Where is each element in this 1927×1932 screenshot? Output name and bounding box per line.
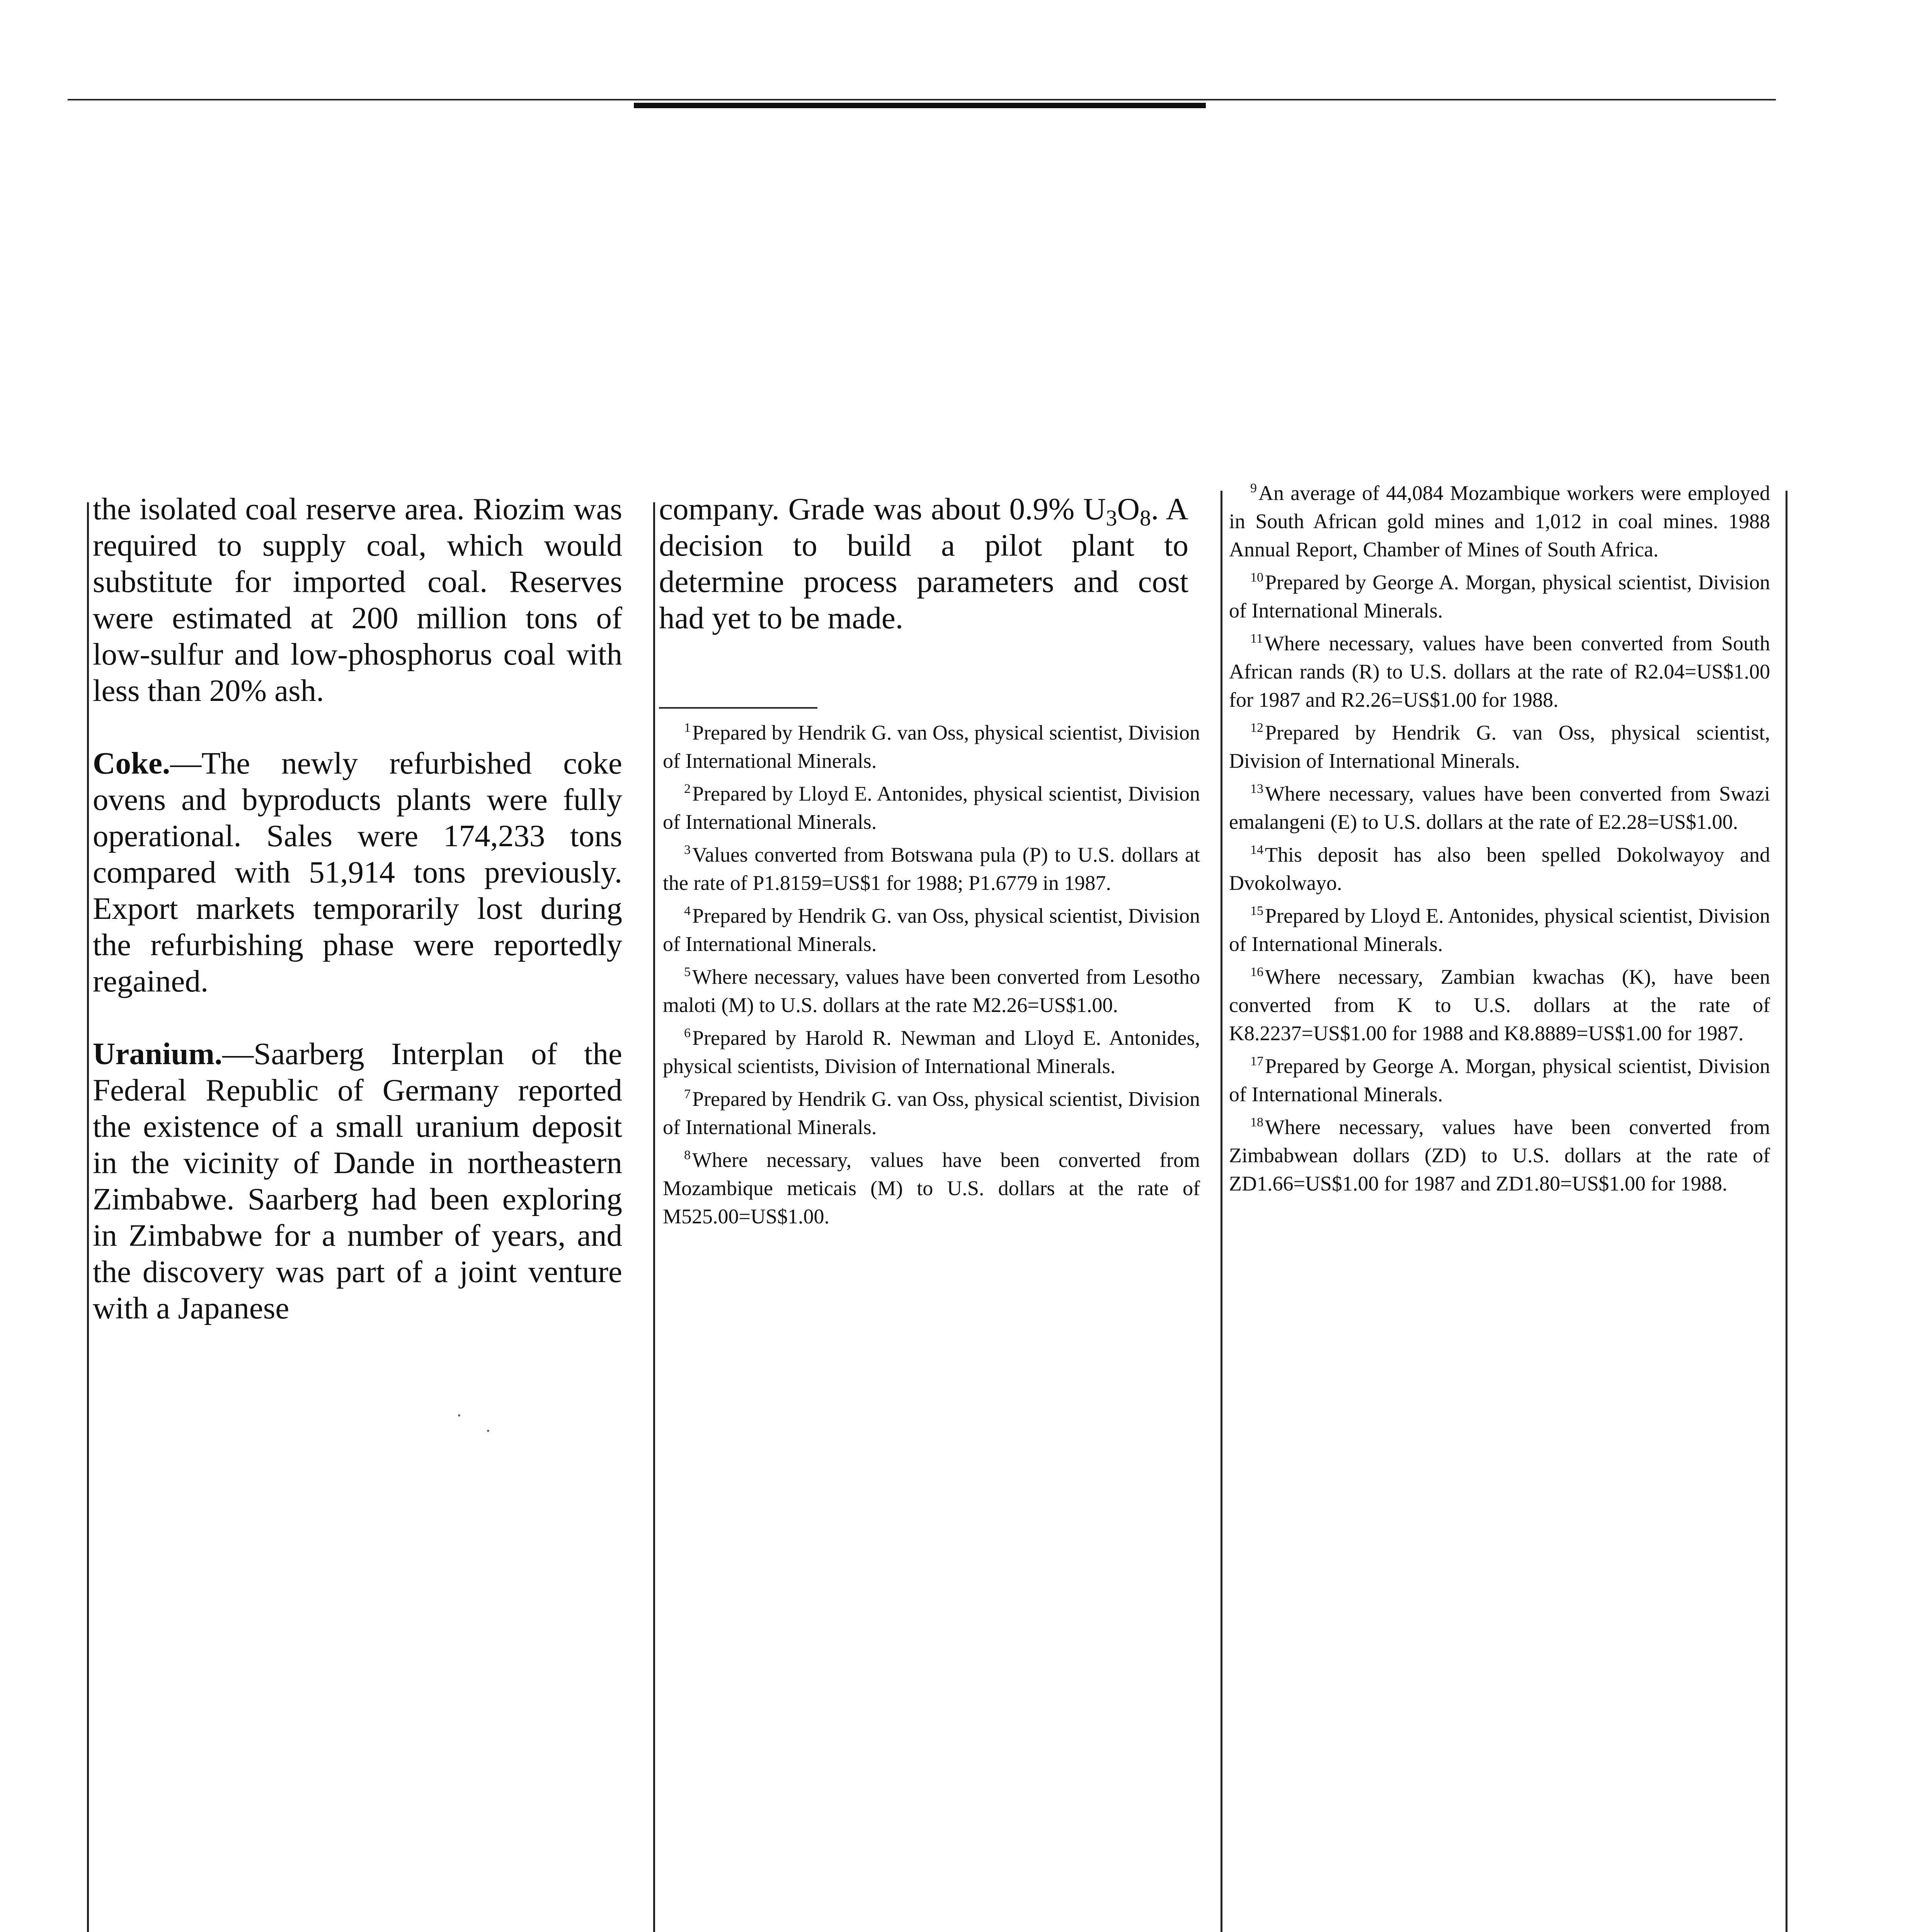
footnote: $^{12}$Prepared by Hendrik G. van Oss, physical scientist, Division of International Minerals. (1229, 721, 1770, 772)
paragraph-uranium-continued: company. Grade was about 0.9% $U_3O_8$. A decision to build a pilot plant to determine process parameters and cost had yet to be made. (659, 492, 1188, 635)
footnote: $^6$Prepared by Harold R. Newman and Lloyd E. Antonides, physical scientists, Division of International Minerals. (663, 1026, 1200, 1078)
footnote: $^2$Prepared by Lloyd E. Antonides, physical scientist, Division of International Minerals. (663, 782, 1200, 833)
paragraph-coke (93, 745, 622, 999)
footnote: $^{10}$Prepared by George A. Morgan, physical scientist, Division of International Minerals. (1229, 570, 1770, 622)
section-heading-uranium: Uranium. (93, 1036, 223, 1071)
footnote: $^{17}$Prepared by George A. Morgan, physical scientist, Division of International Minerals. (1229, 1054, 1770, 1106)
footnote: $^7$Prepared by Hendrik G. van Oss, physical scientist, Division of International Minerals. (663, 1087, 1200, 1139)
footnote: $^3$Values converted from Botswana pula (P) to U.S. dollars at the rate of P1.8159=US$1 for 1988; P1.6779 in 1987. (663, 843, 1200, 895)
speck (487, 1430, 489, 1432)
column-divider-1 (653, 502, 655, 1932)
paragraph-coal-reserves: the isolated coal reserve area. Riozim was required to supply coal, which would substitute for imported coal. Reserves were estimated at 200 million tons of low-sulfur and low-phosphorus coal with less than 20% ash. (93, 492, 622, 708)
footnote: $^8$Where necessary, values have been converted from Mozambique meticais (M) to U.S. dollars at the rate of M525.00=US$1.00. (663, 1148, 1200, 1228)
body-column-1 (93, 491, 622, 1362)
footnote: $^{18}$Where necessary, values have been converted from Zimbabwean dollars (ZD) to U.S. dollars at the rate of ZD1.66=US$1.00 for 1987 and ZD1.80=US$1.00 for 1988. (1229, 1115, 1770, 1195)
footnote: $^1$Prepared by Hendrik G. van Oss, physical scientist, Division of International Minerals. (663, 721, 1200, 772)
top-rule-heavy (634, 103, 1206, 108)
speck (458, 1414, 460, 1417)
footnote: $^{15}$Prepared by Lloyd E. Antonides, physical scientist, Division of International Minerals. (1229, 904, 1770, 956)
footnote: $^{11}$Where necessary, values have been converted from South African rands (R) to U.S. dollars at the rate of R2.04=US$1.00 for 1987 and R2.26=US$1.00 for 1988. (1229, 631, 1770, 711)
footnotes-column-3 (1229, 479, 1770, 1202)
footnote: $^{13}$Where necessary, values have been converted from Swazi emalangeni (E) to U.S. dollars at the rate of E2.28=US$1.00. (1229, 782, 1770, 833)
column-divider-left (87, 502, 89, 1932)
top-rule (68, 99, 1776, 100)
footnote: $^{16}$Where necessary, Zambian kwachas (K), have been converted from K to U.S. dollars at the rate of K8.2237=US$1.00 for 1988 and K8.8889=US$1.00 for 1987. (1229, 965, 1770, 1045)
footnote-separator (659, 707, 817, 709)
footnotes-column-2 (663, 719, 1200, 1235)
body-column-2 (659, 491, 1188, 636)
uranium-text: —Saarberg Interplan of the Federal Republic of Germany reported the existence of a small uranium deposit in the vicinity of Dande in northeastern Zimbabwe. Saarberg had been exploring in Zimbabwe for a number of years, and the discovery was part of a joint venture with a Japanese (93, 1036, 622, 1325)
footnote: $^9$An average of 44,084 Mozambique workers were employed in South African gold mines and 1,012 in coal mines. 1988 Annual Report, Chamber of Mines of South Africa. (1229, 481, 1770, 561)
section-heading-coke: Coke. (93, 746, 170, 781)
footnote: $^5$Where necessary, values have been converted from Lesotho maloti (M) to U.S. dollars at the rate M2.26=US$1.00. (663, 965, 1200, 1017)
footnote: $^{14}$This deposit has also been spelled Dokolwayoy and Dvokolwayo. (1229, 843, 1770, 895)
coke-text: —The newly refurbished coke ovens and byproducts plants were fully operational. Sales were 174,233 tons compared with 51,914 tons previously. Export markets temporarily lost during the refurbishing phase were reportedly regained. (93, 746, 622, 998)
column-divider-right (1786, 491, 1787, 1932)
paragraph-uranium (93, 1036, 622, 1326)
column-divider-2 (1221, 491, 1222, 1932)
footnote: $^4$Prepared by Hendrik G. van Oss, physical scientist, Division of International Minerals. (663, 904, 1200, 956)
